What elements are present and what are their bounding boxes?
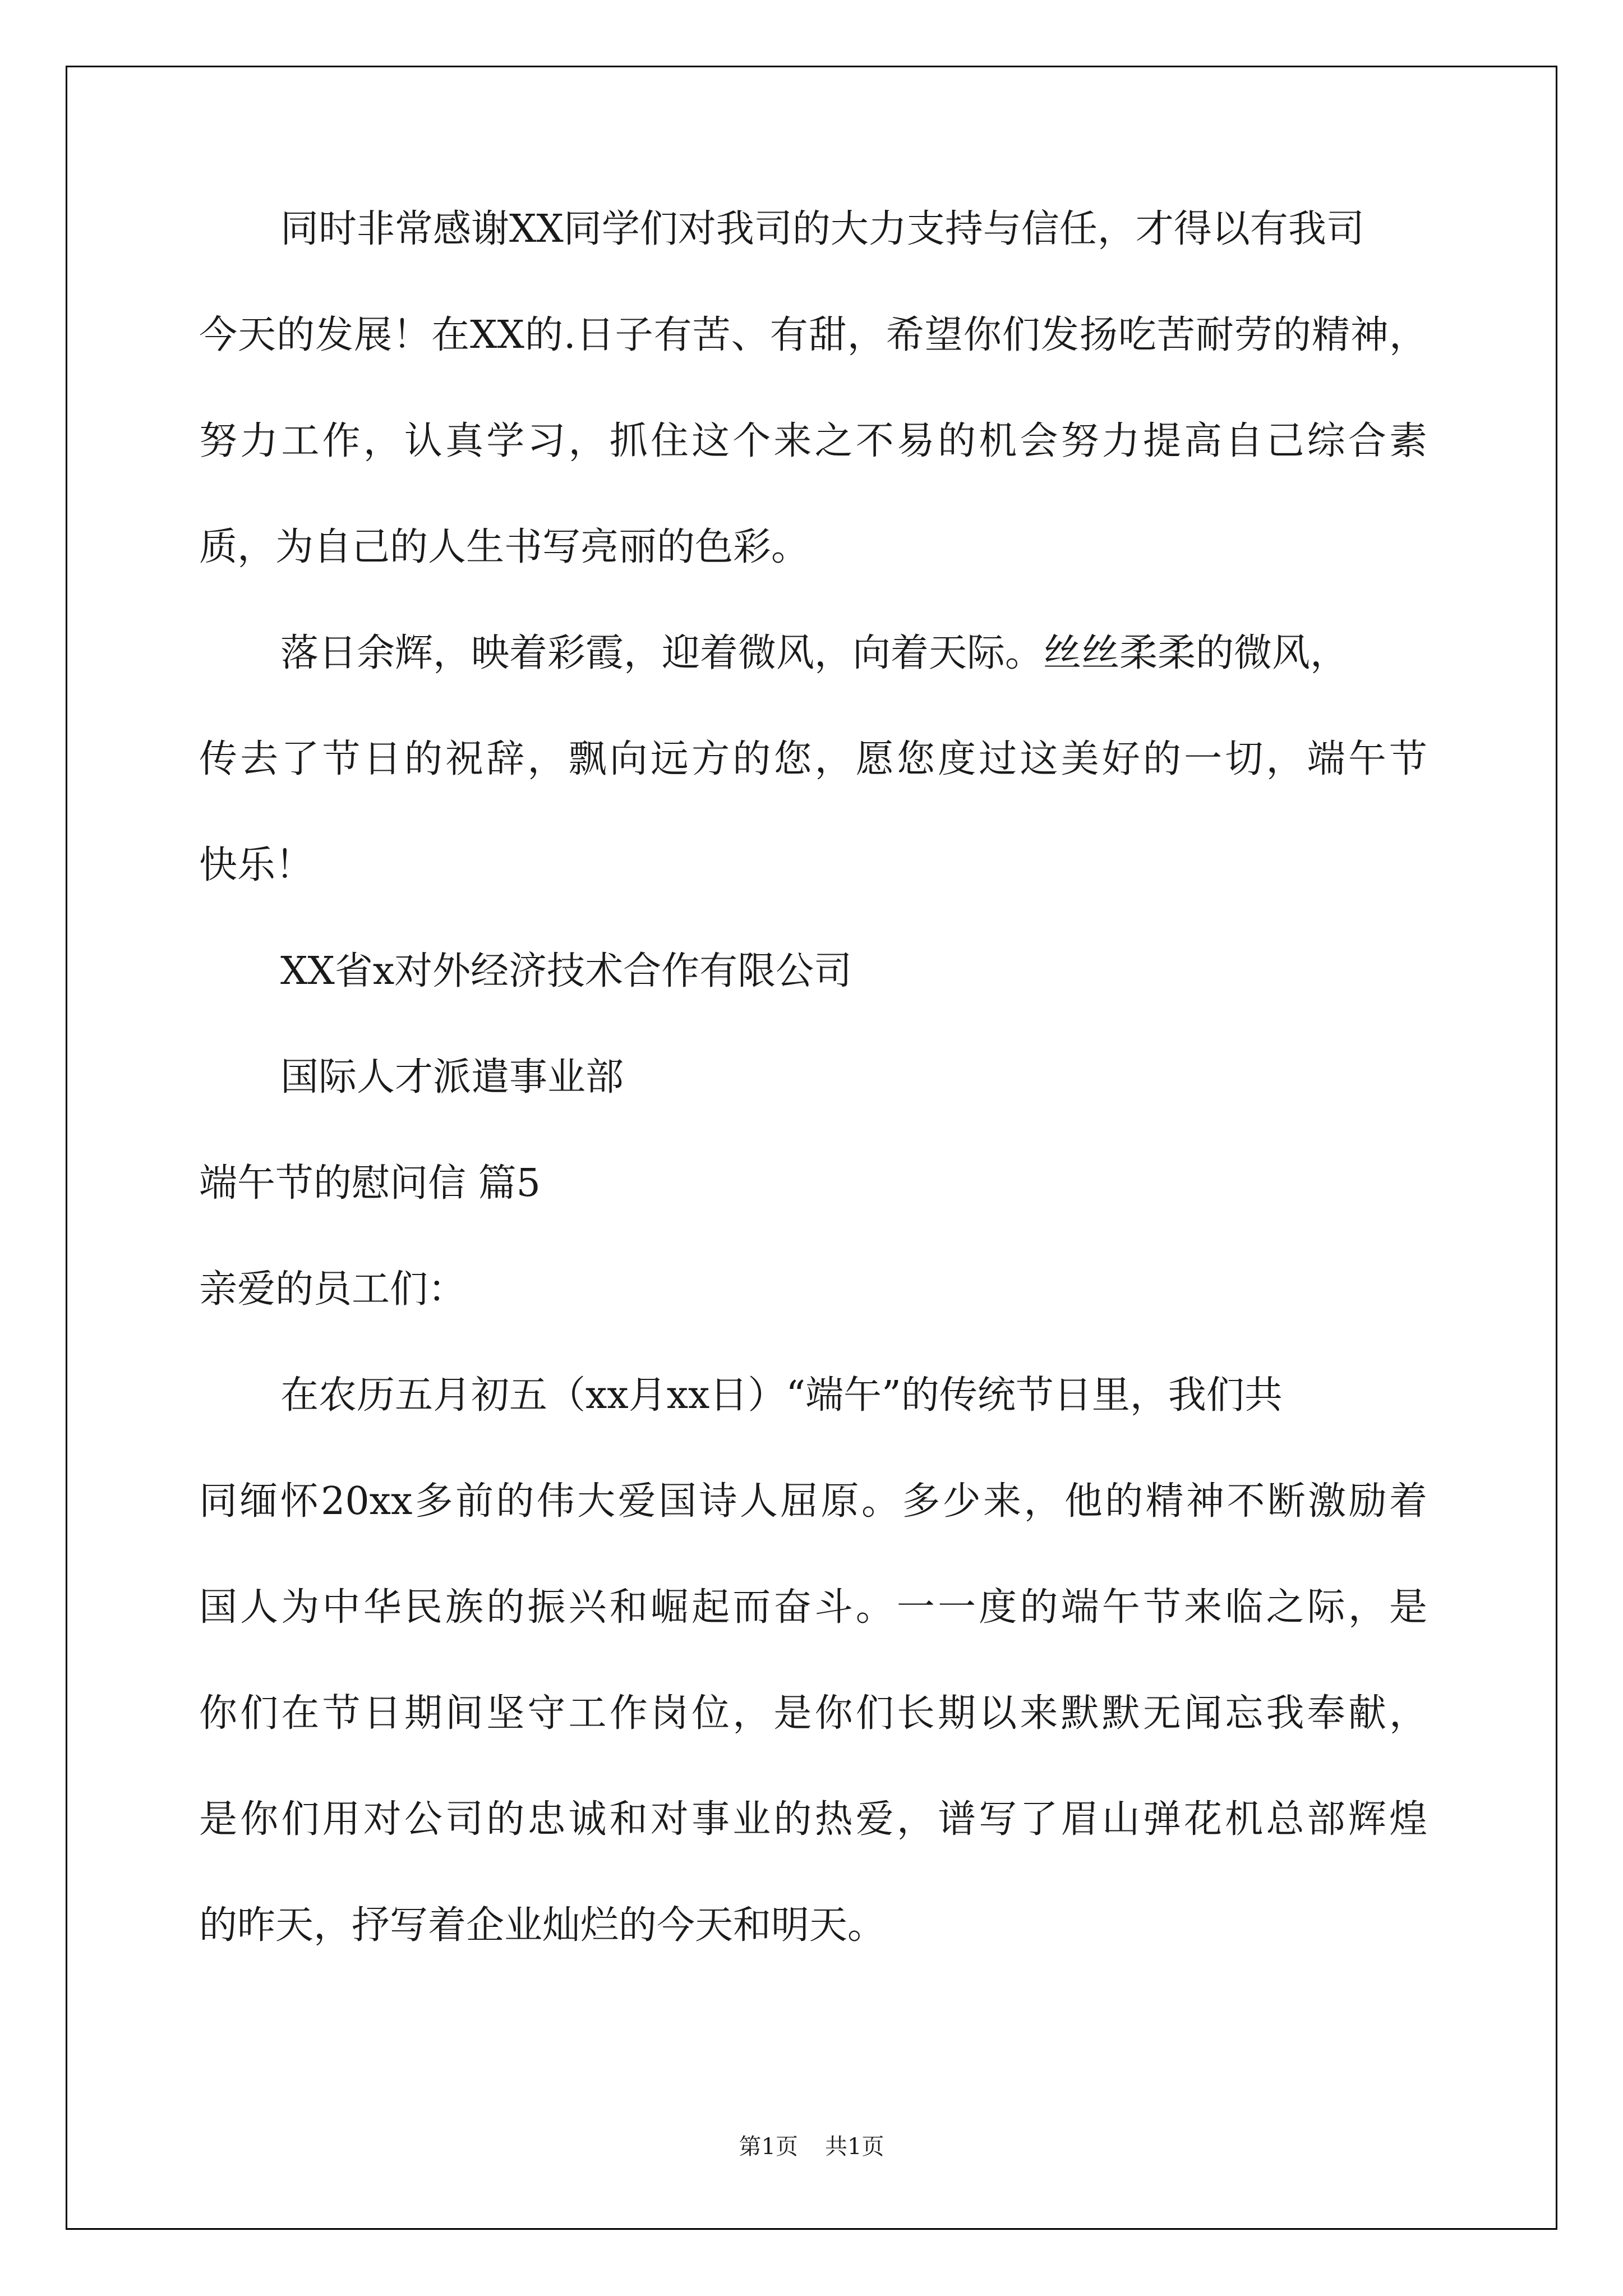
paragraph-line: 同缅怀20xx多前的伟大爱国诗人屈原。多少来，他的精神不断激励着	[199, 1479, 1427, 1524]
paragraph-line: 你们在节日期间坚守工作岗位，是你们长期以来默默无闻忘我奉献，	[199, 1691, 1427, 1736]
paragraph-line: 在农历五月初五（xx月xx日）“端午”的传统节日里，我们共	[280, 1373, 1283, 1418]
department-name: 国际人才派遣事业部	[280, 1055, 624, 1099]
paragraph-line: 落日余辉，映着彩霞，迎着微风，向着天际。丝丝柔柔的微风，	[280, 631, 1349, 675]
paragraph-line: 是你们用对公司的忠诚和对事业的热爱，谱写了眉山弹花机总部辉煌	[199, 1797, 1427, 1842]
paragraph-line: 同时非常感谢XX同学们对我司的大力支持与信任，才得以有我司	[280, 207, 1364, 251]
paragraph-line: 努力工作，认真学习，抓住这个来之不易的机会努力提高自己综合素	[199, 419, 1427, 463]
company-name: XX省x对外经济技术合作有限公司	[280, 949, 852, 993]
salutation: 亲爱的员工们：	[199, 1267, 467, 1312]
page-total: 共1页	[825, 2134, 884, 2160]
paragraph-line: 今天的发展！在XX的.日子有苦、有甜，希望你们发扬吃苦耐劳的精神，	[199, 313, 1427, 357]
paragraph-line: 传去了节日的祝辞，飘向远方的您，愿您度过这美好的一切，端午节	[199, 737, 1427, 781]
page-footer	[0, 2136, 1623, 2158]
paragraph-line: 质，为自己的人生书写亮丽的色彩。	[199, 525, 810, 569]
page-number: 第1页	[739, 2134, 798, 2160]
document-body	[199, 207, 1427, 2013]
paragraph-line: 快乐！	[199, 843, 314, 887]
paragraph-line: 国人为中华民族的振兴和崛起而奋斗。一一度的端午节来临之际，是	[199, 1585, 1427, 1630]
section-title: 端午节的慰问信 篇5	[199, 1161, 541, 1205]
paragraph-line: 的昨天，抒写着企业灿烂的今天和明天。	[199, 1903, 886, 1948]
